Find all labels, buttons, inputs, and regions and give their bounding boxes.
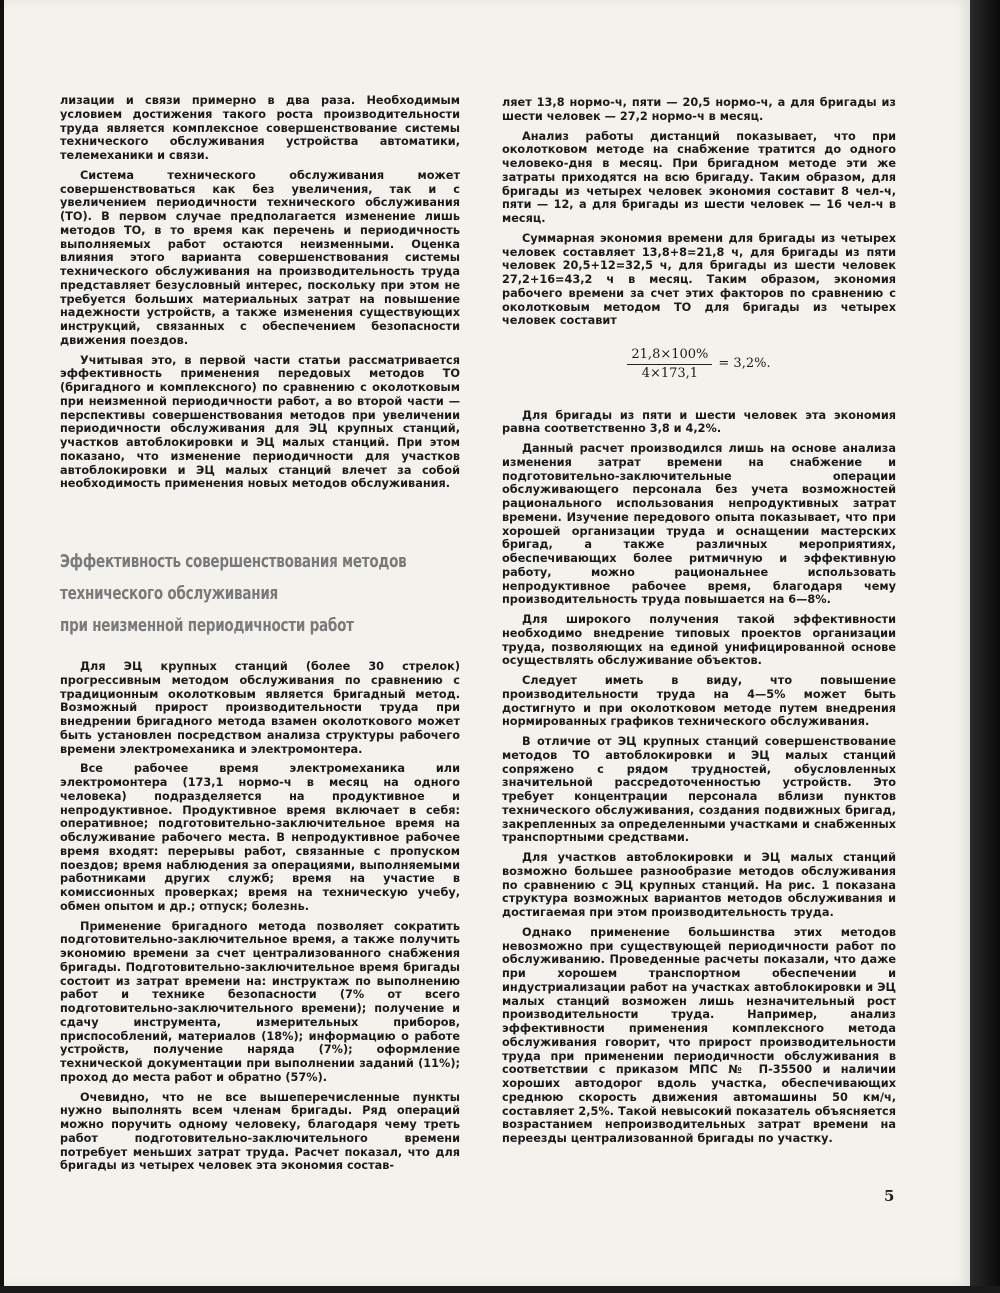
section-heading	[60, 546, 464, 642]
paragraph: Для бригады из пяти и шести человек эта экономия равна соответственно 3,8 и 4,2%.	[502, 408, 896, 436]
paragraph: лизации и связи примерно в два раза. Необходимым условием достижения такого роста производительности труда является комплексное совершенствование системы технического обслуживания устройства автоматики, телемеханики и связи.	[60, 94, 460, 162]
section-heading-line: при неизменной периодичности работ	[60, 616, 354, 636]
formula-fraction	[627, 348, 712, 381]
section-heading-line: Эффективность совершенствования методов	[60, 552, 407, 572]
paragraph: Однако применение большинства этих методов невозможно при существующей периодичности работ по обслуживанию. Проведенные расчеты показали, что даже при хорошем транспортном обеспечении и индустриализации работ на участках автоблокировки и ЭЦ малых станций возможен лишь незначительный рост производительности труда. Например, анализ эффективности применения комплексного метода обслуживания говорит, что прирост производительности труда при применении периодичности обслуживания в соответствии с приказом МПС № П-35500 и наличии хороших автодорог вдоль участка, обеспечивающих среднюю скорость движения автомашины 50 км/ч, составляет 2,5%. Такой невысокий показатель объясняется возрастанием непроизводительных затрат времени на переезды централизованной бригады по участку.	[502, 925, 896, 1145]
page-number: 5	[884, 1187, 895, 1205]
formula-result: = 3,2%.	[718, 356, 771, 372]
paragraph: Все рабочее время электромеханика или электромонтера (173,1 нормо-ч в месяц на одного человека) подразделяется на продуктивное и непродуктивное. Продуктивное время включает в себя: оперативное; подготовительно-заключительное время на обслуживание рабочего места. В непродуктивное рабочее время входят: перерывы работ, связанные с пропуском поездов; время наблюдения за операциями, выполняемыми работниками других служб; время на участие в комиссионных проверках; время на техническую учебу, обмен опытом и др.; отпуск; болезнь.	[60, 762, 460, 913]
left-column-top	[60, 94, 460, 497]
paragraph: Учитывая это, в первой части статьи рассматривается эффективность применения передовых методов ТО (бригадного и комплексного) по сравнению с околотковым при неизменной периодичности работ, а во второй части — перспективы совершенствования методов при увеличении периодичности обслуживания для ЭЦ крупных станций, участков автоблокировки и ЭЦ малых станций. При этом показано, что изменение периодичности для участков автоблокировки и ЭЦ малых станций влечет за собой необходимость применения новых методов обслуживания.	[60, 353, 460, 491]
paragraph: Система технического обслуживания может совершенствоваться как без увеличения, так и с увеличением периодичности технического обслуживания (ТО). В первом случае предполагается изменение лишь методов ТО, в то время как перечень и периодичность выполняемых работ остаются неизменными. Оценка влияния этого варианта совершенствования системы технического обслуживания на производительность труда представляет безусловный интерес, поскольку при этом не требуется больших материальных затрат на повышение надежности устройств, а также изменения существующих инструкций, связанных с обеспечением безопасности движения поездов.	[60, 168, 460, 347]
paragraph: Для широкого получения такой эффективности необходимо внедрение типовых проектов организации труда, позволяющих на единой унифицированной основе осуществлять обслуживание объектов.	[502, 613, 896, 668]
page-edge-bottom	[0, 1286, 1000, 1293]
paragraph: Суммарная экономия времени для бригады из четырех человек составляет 13,8+8=21,8 ч, для бригады из пяти человек 20,5+12=32,5 ч, для бригады из шести человек 27,2+16=43,2 ч в месяц. Таким образом, экономия рабочего времени за счет этих факторов по сравнению с околотковым методом ТО для бригады из четырех человек составит	[502, 231, 896, 328]
section-heading-line: технического обслуживания	[60, 584, 278, 604]
paragraph: Применение бригадного метода позволяет сократить подготовительно-заключительное время, а также получить экономию времени за счет централизованного снабжения бригады. Подготовительно-заключительное время бригады состоит из затрат времени на: инструктаж по выполнению работ и технике безопасности (7% от всего подготовительно-заключительного времени); получение и сдачу инструмента, измерительных приборов, приспособлений, материалов (18%); информацию о работе устройств, получение наряда (7%); оформление технической документации при выполнении заданий (11%); проход до места работ и обратно (57%).	[60, 919, 460, 1084]
paragraph: Для ЭЦ крупных станций (более 30 стрелок) прогрессивным методом обслуживания по сравнению с традиционным околотковым является бригадный метод. Возможный прирост производительности труда при внедрении бригадного метода взамен околоткового может быть установлен посредством анализа структуры рабочего времени электромеханика и электромонтера.	[60, 660, 460, 756]
paragraph: Для участков автоблокировки и ЭЦ малых станций возможно большее разнообразие методов обслуживания по сравнению с ЭЦ крупных станций. На рис. 1 показана структура возможных вариантов методов обслуживания и достигаемая при этом производительность труда.	[502, 851, 896, 919]
paragraph: ляет 13,8 нормо-ч, пяти — 20,5 нормо-ч, а для бригады из шести человек — 27,2 нормо-ч в месяц.	[502, 96, 896, 123]
formula-denominator: 4×173,1	[641, 365, 699, 381]
paragraph: Анализ работы дистанций показывает, что при околотковом методе на снабжение тратится до одного человеко-дня в месяц. При бригадном методе эти же затраты приходятся на всю бригаду. Таким образом, для бригады из четырех человек экономия составит 8 чел-ч, пяти — 12, а для бригады из шести человек — 16 чел-ч в месяц.	[502, 129, 896, 225]
formula	[502, 348, 896, 381]
page-edge-shadow	[970, 0, 1000, 1293]
left-column-bottom	[60, 660, 460, 1179]
paragraph: Данный расчет производился лишь на основе анализа изменения затрат времени на снабжение и подготовительно-заключительные операции обслуживающего персонала без учета возможностей рационального использования непродуктивных затрат времени. Изучение передового опыта показывает, что при хорошей организации труда и оснащении мастерских бригад, а также различных мероприятиях, обеспечивающих более ритмичную и эффективную работу, можно рациональнее использовать непродуктивное рабочее время, благодаря чему производительность труда повышается на 6—8%.	[502, 442, 896, 607]
formula-numerator: 21,8×100%	[627, 348, 712, 365]
right-column	[502, 96, 896, 1152]
paragraph: Следует иметь в виду, что повышение производительности труда на 4—5% может быть достигнуто и при околотковом методе путем внедрения нормированных графиков технического обслуживания.	[502, 674, 896, 729]
paragraph: В отличие от ЭЦ крупных станций совершенствование методов ТО автоблокировки и ЭЦ малых станций сопряжено с рядом трудностей, обусловленных значительной рассредоточенностью устройств. Это требует концентрации персонала вблизи пунктов технического обслуживания, создания подвижных бригад, закрепленных за определенными участками и снабженных транспортными средствами.	[502, 735, 896, 845]
paragraph: Очевидно, что не все вышеперечисленные пункты нужно выполнять всем членам бригады. Ряд операций можно поручить одному человеку, благодаря чему треть работ подготовительно-заключительного времени потребует меньших затрат труда. Расчет показал, что для бригады из четырех человек эта экономия состав-	[60, 1090, 460, 1173]
